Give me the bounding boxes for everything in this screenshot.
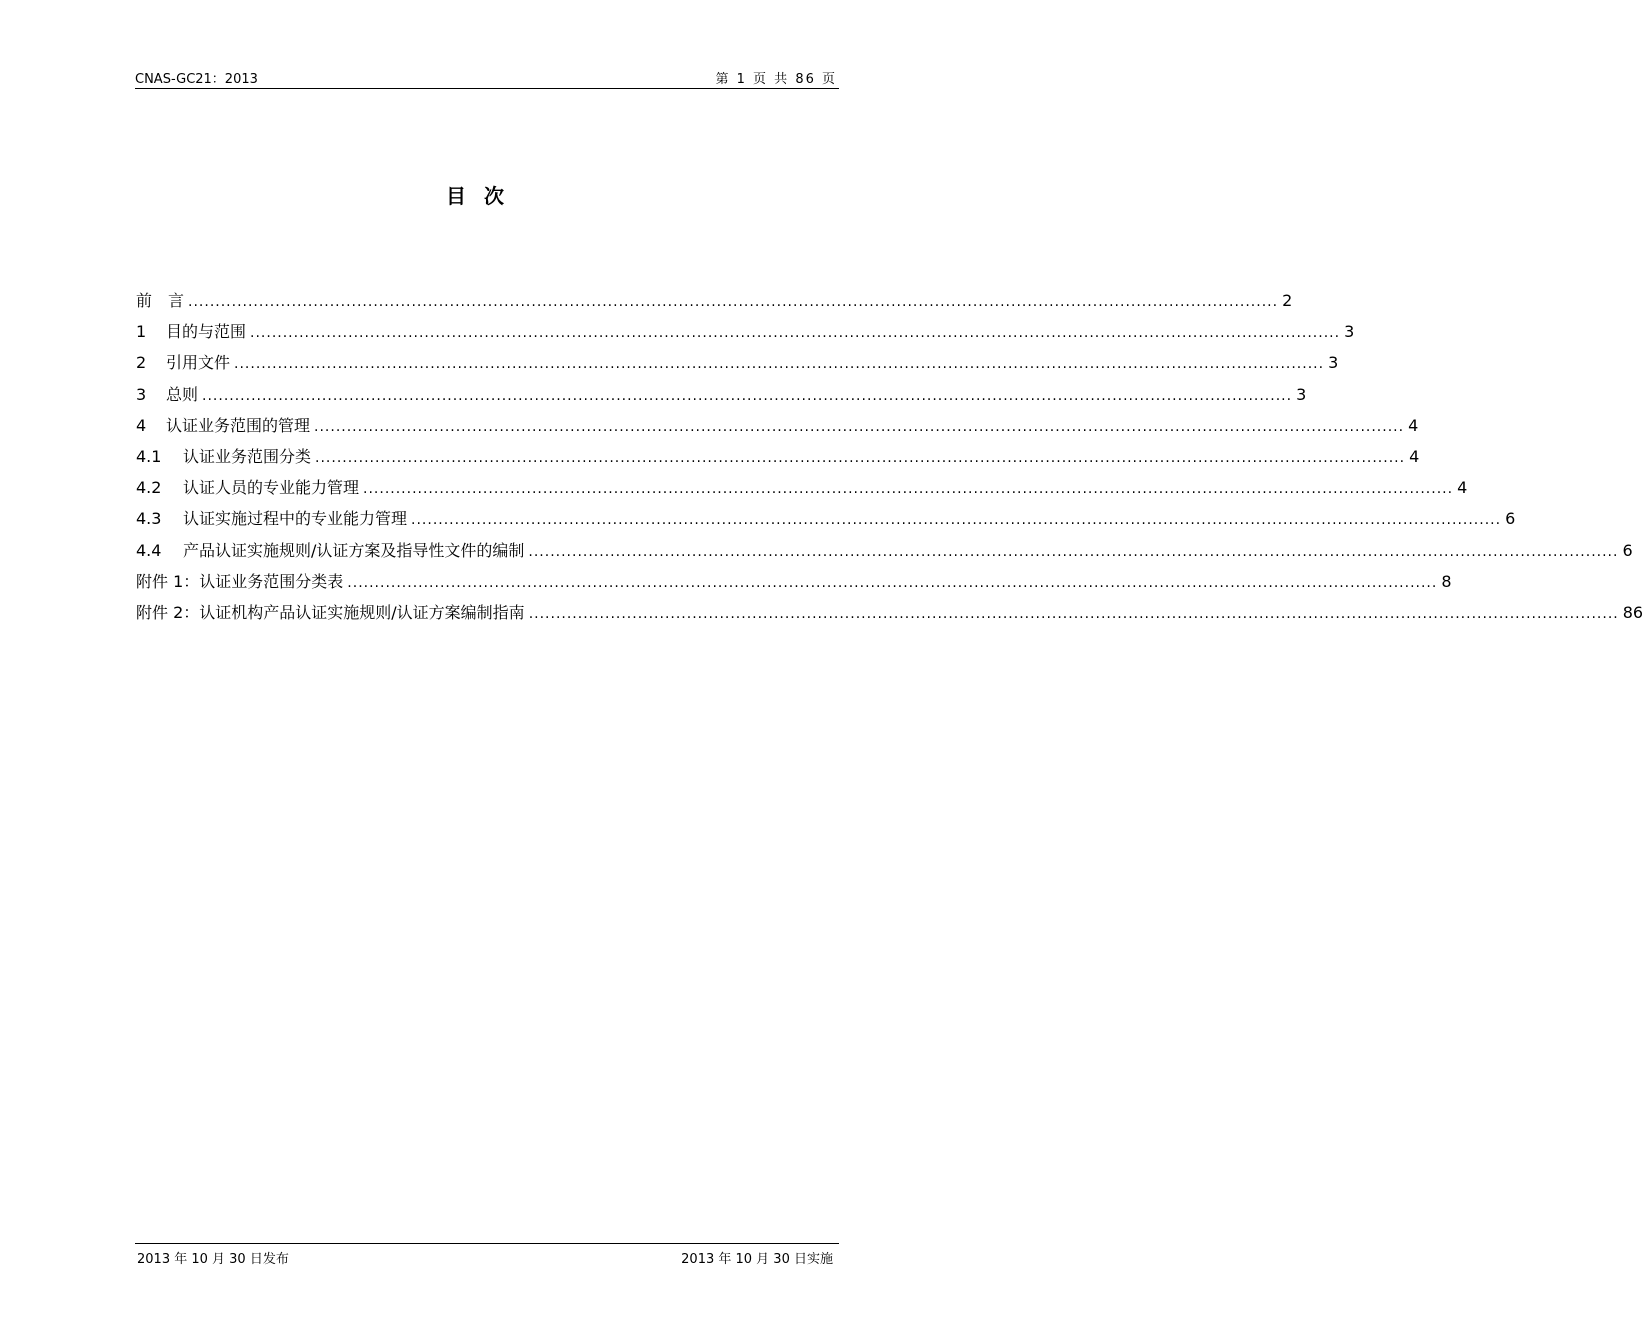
- toc-page-number: 4: [1409, 446, 1420, 466]
- toc-entry[interactable]: [136, 503, 1516, 534]
- toc-page-number: 3: [1344, 322, 1355, 342]
- toc-leader-dots: ........................................................................................................................................................................................................: [202, 387, 1293, 404]
- toc-entry[interactable]: [136, 441, 1420, 472]
- toc-leader-dots: ........................................................................................................................................................................................................: [188, 294, 1279, 310]
- toc-entry-number: 4: [136, 415, 147, 435]
- toc-page-number: 4: [1408, 415, 1419, 435]
- toc-entry-title: 前 言: [136, 291, 185, 310]
- toc-entry[interactable]: [136, 285, 1293, 316]
- toc-entry[interactable]: [136, 597, 1643, 628]
- toc-leader-dots: ........................................................................................................................................................................................................: [363, 481, 1454, 498]
- toc-page-number: 6: [1505, 509, 1516, 529]
- toc-page-number: 8: [1441, 571, 1452, 591]
- toc-entry-title: 目的与范围: [166, 322, 247, 342]
- toc-entry-title: 引用文件: [166, 353, 231, 373]
- doc-code: CNAS-GC21：2013: [135, 72, 258, 87]
- toc-leader-dots: ........................................................................................................................................................................................................: [315, 449, 1406, 466]
- toc-entry-title: 认证业务范围的管理: [166, 415, 311, 435]
- toc-entry-number: 1: [136, 322, 147, 342]
- toc-entry-title: 认证人员的专业能力管理: [183, 478, 360, 498]
- toc-entry-number: 4.3: [136, 509, 162, 529]
- toc-leader-dots: ........................................................................................................................................................................................................: [234, 356, 1325, 373]
- toc-entry[interactable]: [136, 472, 1468, 503]
- toc-page-number: 4: [1457, 478, 1468, 498]
- table-of-contents: [136, 285, 1643, 628]
- toc-entry-number: 4.2: [136, 478, 162, 498]
- toc-entry[interactable]: [136, 410, 1419, 441]
- toc-page-number: 2: [1282, 291, 1293, 310]
- toc-entry-title: 认证实施过程中的专业能力管理: [183, 509, 408, 529]
- toc-entry-title: 总则: [166, 384, 199, 404]
- toc-leader-dots: ........................................................................................................................................................................................................: [347, 574, 1438, 591]
- toc-leader-dots: ........................................................................................................................................................................................................: [250, 325, 1341, 342]
- toc-entry[interactable]: [136, 566, 1452, 597]
- toc-entry-title: 产品认证实施规则/认证方案及指导性文件的编制: [183, 540, 525, 560]
- issue-date: 2013 年 10 月 30 日发布: [137, 1252, 289, 1267]
- toc-entry-number: 2: [136, 353, 147, 373]
- toc-leader-dots: ........................................................................................................................................................................................................: [411, 512, 1502, 529]
- toc-page-number: 3: [1296, 384, 1307, 404]
- toc-page-number: 6: [1622, 540, 1633, 560]
- toc-entry-number: 4.1: [136, 446, 162, 466]
- toc-entry-title: 认证机构产品认证实施规则/认证方案编制指南: [199, 602, 525, 622]
- toc-page-number: 3: [1328, 353, 1339, 373]
- toc-leader-dots: ........................................................................................................................................................................................................: [528, 543, 1619, 560]
- toc-entry-number: 3: [136, 384, 147, 404]
- toc-leader-dots: ........................................................................................................................................................................................................: [528, 605, 1619, 622]
- toc-entry-title: 认证业务范围分类表: [199, 571, 344, 591]
- page-title: 目次: [446, 184, 522, 208]
- toc-entry-number: 附件 2：: [136, 602, 200, 622]
- toc-entry-number: 4.4: [136, 540, 162, 560]
- toc-entry-number: 附件 1：: [136, 571, 200, 591]
- toc-leader-dots: ........................................................................................................................................................................................................: [314, 418, 1405, 435]
- toc-entry-title: 认证业务范围分类: [183, 446, 312, 466]
- page-footer: [135, 1243, 839, 1268]
- toc-entry[interactable]: [136, 347, 1339, 378]
- toc-page-number: 86: [1622, 602, 1643, 622]
- page-header: [135, 66, 839, 89]
- page-info: 第 1 页 共 86 页: [715, 72, 837, 87]
- toc-entry[interactable]: [136, 379, 1307, 410]
- toc-entry[interactable]: [136, 535, 1633, 566]
- toc-entry[interactable]: [136, 316, 1355, 347]
- effective-date: 2013 年 10 月 30 日实施: [681, 1252, 833, 1267]
